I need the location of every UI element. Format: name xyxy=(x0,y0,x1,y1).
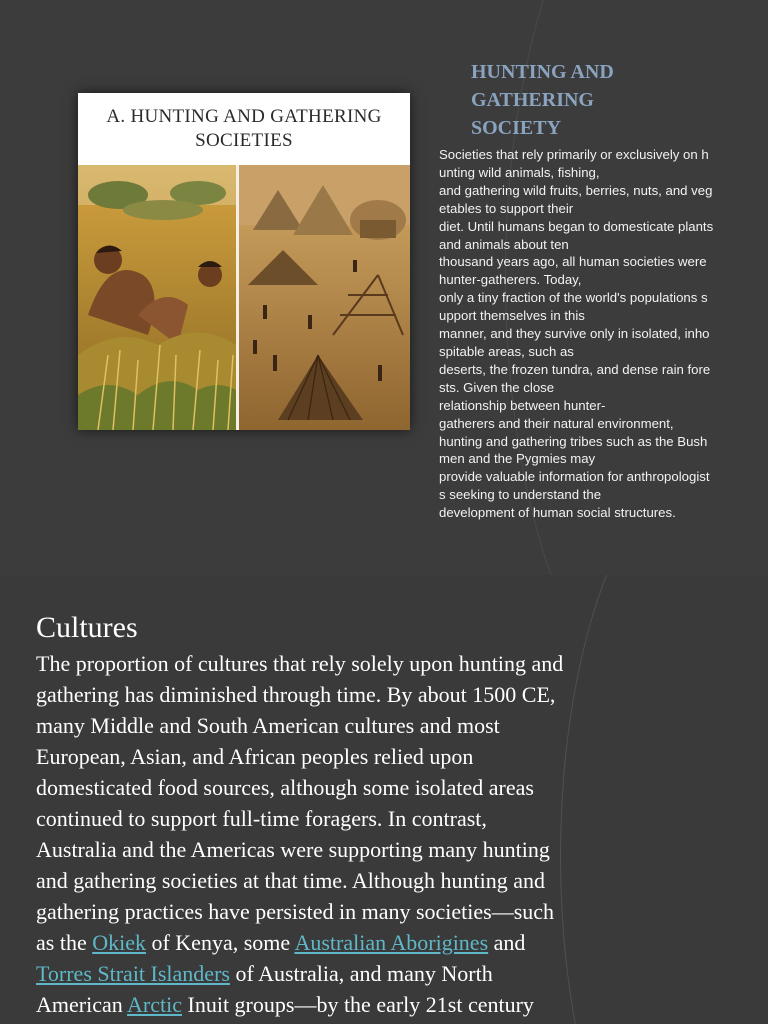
illustration-artwork xyxy=(78,165,410,430)
definition-line: etables to support their xyxy=(439,200,574,216)
definition-line: diet. Until humans began to domesticate plants xyxy=(439,218,714,234)
definition-line: relationship between hunter- xyxy=(439,397,606,413)
definition-line: men and the Pygmies may xyxy=(439,451,596,467)
body-line: gathering practices have persisted in many societies—such xyxy=(36,899,555,924)
body-line xyxy=(36,927,676,958)
body-line: European, Asian, and African peoples relied upon xyxy=(36,744,474,769)
definition-line: upport themselves in this xyxy=(439,308,585,324)
text-run: of Kenya, some xyxy=(145,930,295,955)
body-line: Australia and the Americas were supporting many hunting xyxy=(36,837,550,862)
section-heading xyxy=(471,58,671,142)
cultures-title: Cultures xyxy=(36,611,138,644)
body-line xyxy=(36,958,676,989)
definition-line: hunting and gathering tribes such as the Bush xyxy=(439,433,708,449)
link-australian-aborigines[interactable]: Australian Aborigines xyxy=(294,930,489,955)
cultures-body xyxy=(36,648,676,1020)
text-run: and xyxy=(488,930,526,955)
link-okiek[interactable]: Okiek xyxy=(92,930,146,955)
text-run: American xyxy=(36,992,128,1017)
heading-line-1: HUNTING AND xyxy=(471,61,614,83)
definition-line: s seeking to understand the xyxy=(439,487,602,503)
heading-line-3: SOCIETY xyxy=(471,117,562,139)
definition-line: sts. Given the close xyxy=(439,379,555,395)
body-line: and gathering societies at that time. Although hunting and xyxy=(36,868,545,893)
body-line: The proportion of cultures that rely solely upon hunting and xyxy=(36,651,564,676)
heading-line-2: GATHERING xyxy=(471,89,594,111)
definition-line: and animals about ten xyxy=(439,236,569,252)
definition-text xyxy=(439,146,755,522)
definition-line: hunter-gatherers. Today, xyxy=(439,272,582,288)
hunting-gathering-illustration xyxy=(78,93,410,430)
illustration-title-line1: A. HUNTING AND GATHERING xyxy=(106,106,382,127)
body-line: many Middle and South American cultures and most xyxy=(36,713,500,738)
body-line: domesticated food sources, although some isolated areas xyxy=(36,775,534,800)
illustration-title-band xyxy=(78,93,410,165)
body-line xyxy=(36,989,676,1020)
definition-line: only a tiny fraction of the world's populations s xyxy=(439,290,708,306)
definition-line: deserts, the frozen tundra, and dense rain fore xyxy=(439,361,711,377)
definition-line: thousand years ago, all human societies were xyxy=(439,254,707,270)
definition-line: development of human social structures. xyxy=(439,505,676,521)
definition-line: manner, and they survive only in isolated, inho xyxy=(439,326,710,342)
definition-line: and gathering wild fruits, berries, nuts, and veg xyxy=(439,182,713,198)
link-torres-strait-islanders[interactable]: Torres Strait Islanders xyxy=(36,961,230,986)
definition-line: Societies that rely primarily or exclusively on h xyxy=(439,147,709,162)
definition-line: unting wild animals, fishing, xyxy=(439,164,600,180)
body-line: continued to support full-time foragers. In contrast, xyxy=(36,806,487,831)
link-arctic[interactable]: Arctic xyxy=(127,992,182,1017)
illustration-title-line2: SOCIETIES xyxy=(195,130,293,151)
definition-line: provide valuable information for anthropologist xyxy=(439,469,710,485)
text-run: as the xyxy=(36,930,93,955)
definition-line: spitable areas, such as xyxy=(439,343,574,359)
text-run: of Australia, and many North xyxy=(229,961,493,986)
body-line: gathering has diminished through time. By about 1500 CE, xyxy=(36,682,556,707)
text-run: Inuit groups—by the early 21st century xyxy=(182,992,534,1017)
definition-line: gatherers and their natural environment, xyxy=(439,415,674,431)
